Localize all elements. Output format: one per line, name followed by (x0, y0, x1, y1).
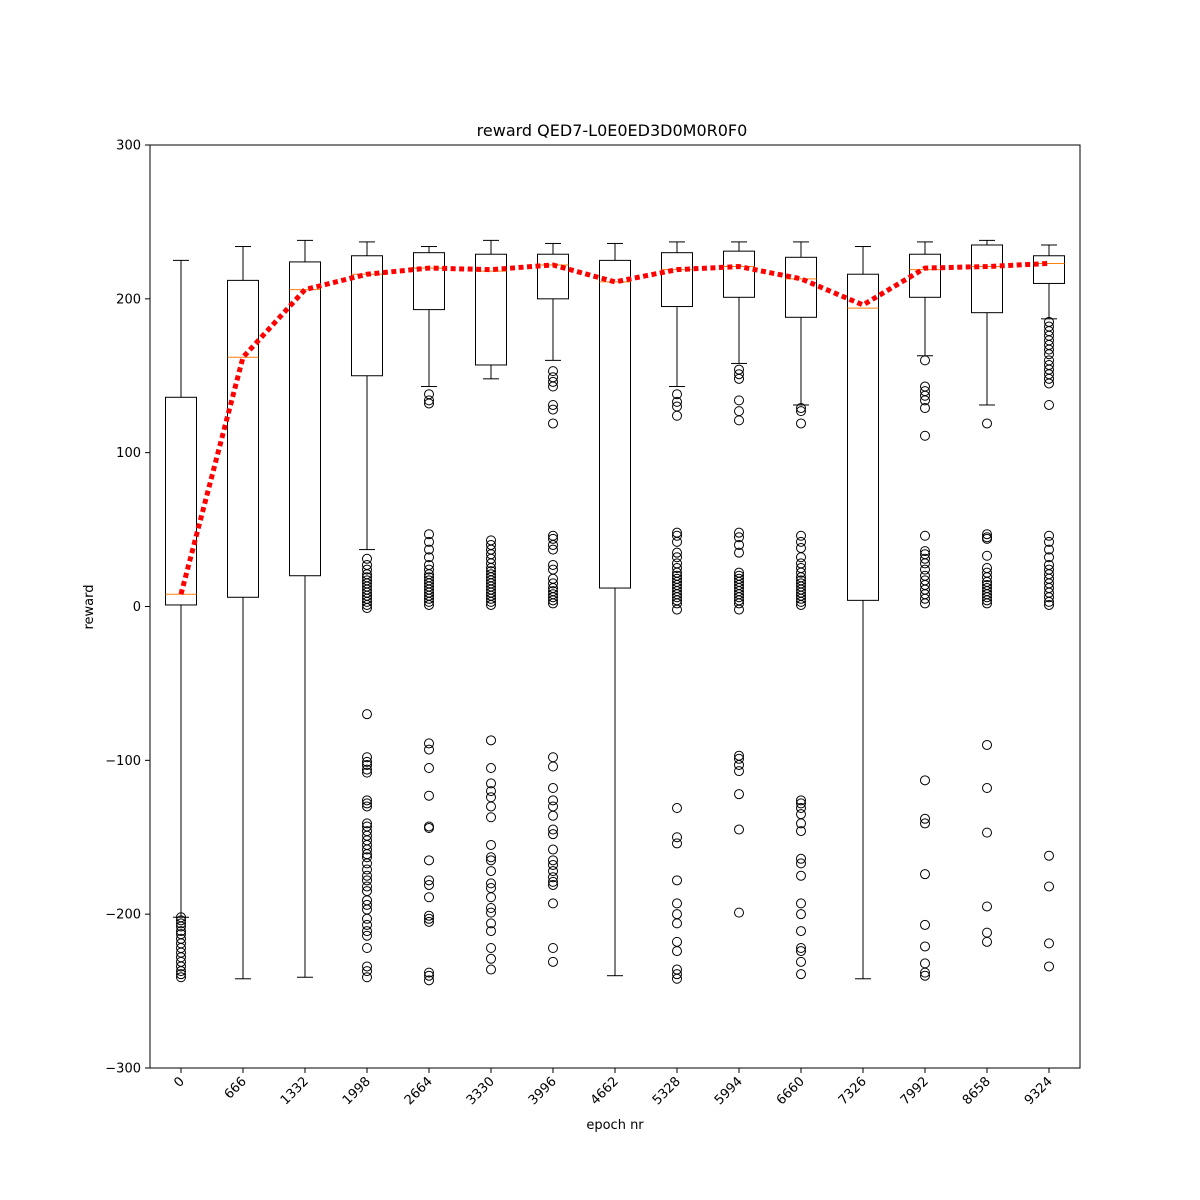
x-tick-label: 8658 (959, 1074, 994, 1109)
x-tick-label: 2664 (401, 1074, 436, 1109)
y-tick-label: 100 (116, 446, 141, 462)
x-tick-label: 7992 (897, 1074, 932, 1109)
x-tick-label: 666 (221, 1074, 250, 1103)
y-tick-label: 300 (116, 138, 141, 154)
x-tick-label: 0 (171, 1074, 188, 1091)
x-tick-label: 5994 (711, 1074, 746, 1109)
x-tick-label: 1998 (339, 1074, 374, 1109)
x-tick-label: 6660 (773, 1074, 808, 1109)
x-tick-label: 9324 (1021, 1074, 1056, 1109)
x-tick-label: 4662 (587, 1074, 622, 1109)
x-tick-label: 3330 (463, 1074, 498, 1109)
x-tick-label: 1332 (277, 1074, 312, 1109)
x-tick-label: 7326 (835, 1074, 870, 1109)
y-tick-label: −100 (105, 753, 141, 769)
x-axis-label: epoch nr (586, 1118, 644, 1133)
x-tick-label: 5328 (649, 1074, 684, 1109)
y-axis-label: reward (82, 584, 97, 630)
y-tick-label: −200 (105, 907, 141, 923)
x-tick-label: 3996 (525, 1074, 560, 1109)
y-tick-label: −300 (105, 1061, 141, 1077)
y-tick-label: 0 (132, 600, 141, 615)
y-tick-label: 200 (116, 292, 141, 308)
chart-title: reward QED7-L0E0ED3D0M0R0F0 (476, 121, 748, 140)
